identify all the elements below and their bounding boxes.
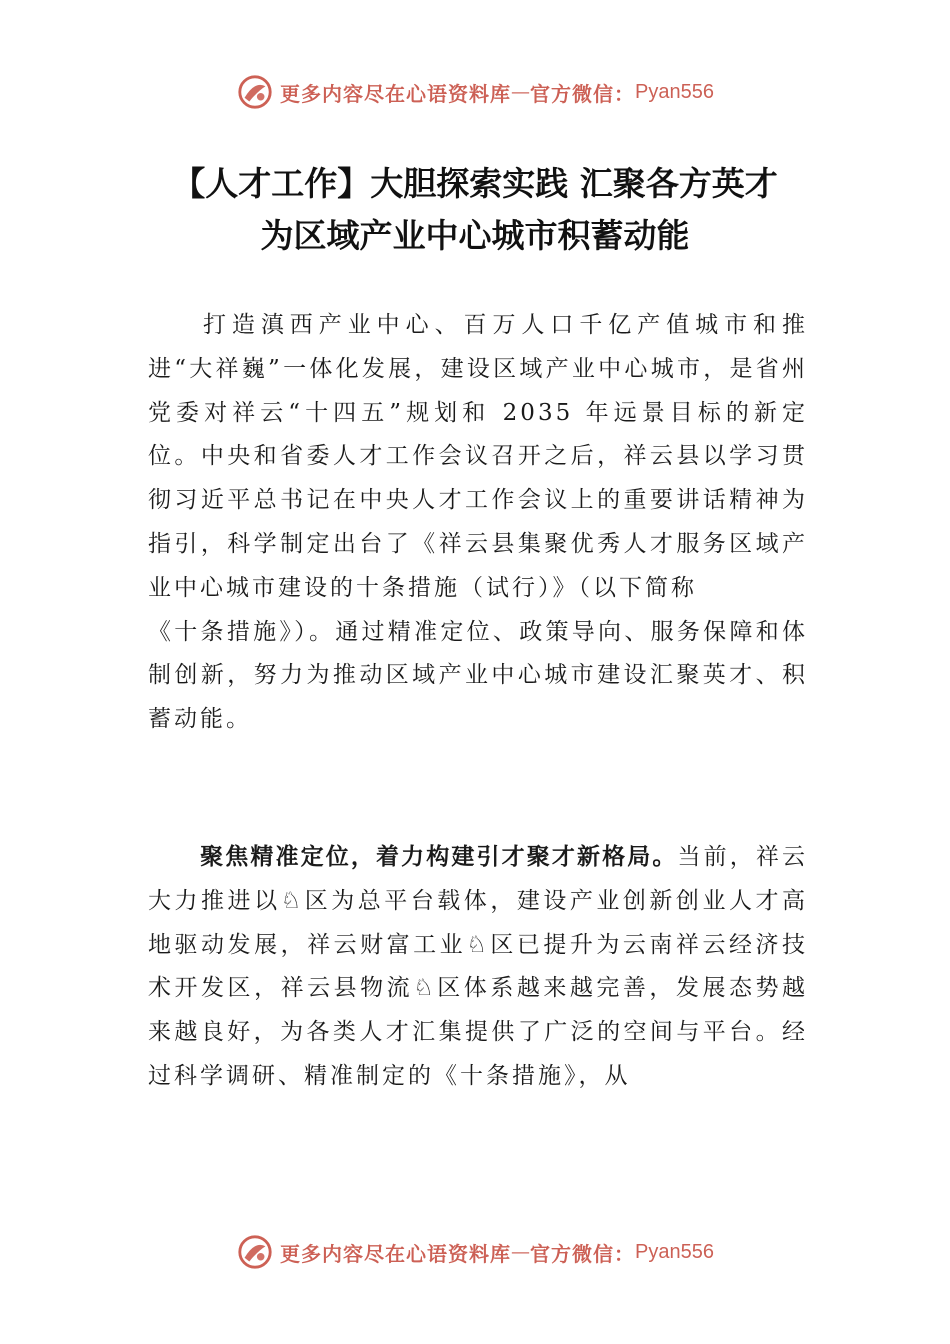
watermark-text: 更多内容尽在心语资料库 [280, 81, 512, 106]
watermark-footer [0, 1230, 950, 1274]
paragraph-positioning [148, 836, 808, 1099]
watermark-wechat-label: 官方微信： [530, 1241, 636, 1266]
watermark-separator: — [511, 81, 531, 103]
logo-icon [236, 1233, 274, 1271]
title-line-1: 【人才工作】大胆探索实践 汇聚各方英才 [172, 164, 778, 203]
paragraph-intro [148, 304, 808, 742]
watermark-header [0, 70, 950, 114]
watermark-separator: — [511, 1241, 531, 1263]
watermark-text: 更多内容尽在心语资料库 [280, 1241, 512, 1266]
page-title [60, 158, 890, 262]
paragraph-positioning-body: 当前，祥云大力推进以♘区为总平台载体，建设产业创新创业人才高地驱动发展，祥云财富工业♘区已提升为云南祥云经济技术开发区，祥云县物流♘区体系越来越完善，发展态势越来越良好，为各类人才汇集提供了广泛的空间与平台。经过科学调研、精准制定的《十条措施》，从 [148, 844, 808, 1089]
paragraph-lead-heading: 聚焦精准定位，着力构建引才聚才新格局。 [200, 844, 678, 870]
watermark-wechat-label: 官方微信： [530, 81, 636, 106]
paragraph-intro-part2: 《十条措施》）。通过精准定位、政策导向、服务保障和体制创新，努力为推动区域产业中心城市建设汇聚英才、积蓄动能。 [148, 618, 808, 733]
watermark-wechat-id: Pyan556 [635, 80, 714, 103]
logo-icon [236, 73, 274, 111]
paragraph-intro-part1: 打造滇西产业中心、百万人口千亿产值城市和推进“大祥巍”一体化发展，建设区域产业中心城市，是省州党委对祥云“十四五”规划和 2035 年远景目标的新定位。中央和省委人才工作会议召开之后，祥云县以学习贯彻习近平总书记在中央人才工作会议上的重要讲话精神为指引，科学制定出台了《祥云县集聚优秀人才服务区域产业中心城市建设的十条措施（试行）》（以下简称 [148, 312, 808, 601]
title-line-2: 为区域产业中心城市积蓄动能 [260, 216, 690, 255]
watermark-wechat-id: Pyan556 [635, 1240, 714, 1263]
